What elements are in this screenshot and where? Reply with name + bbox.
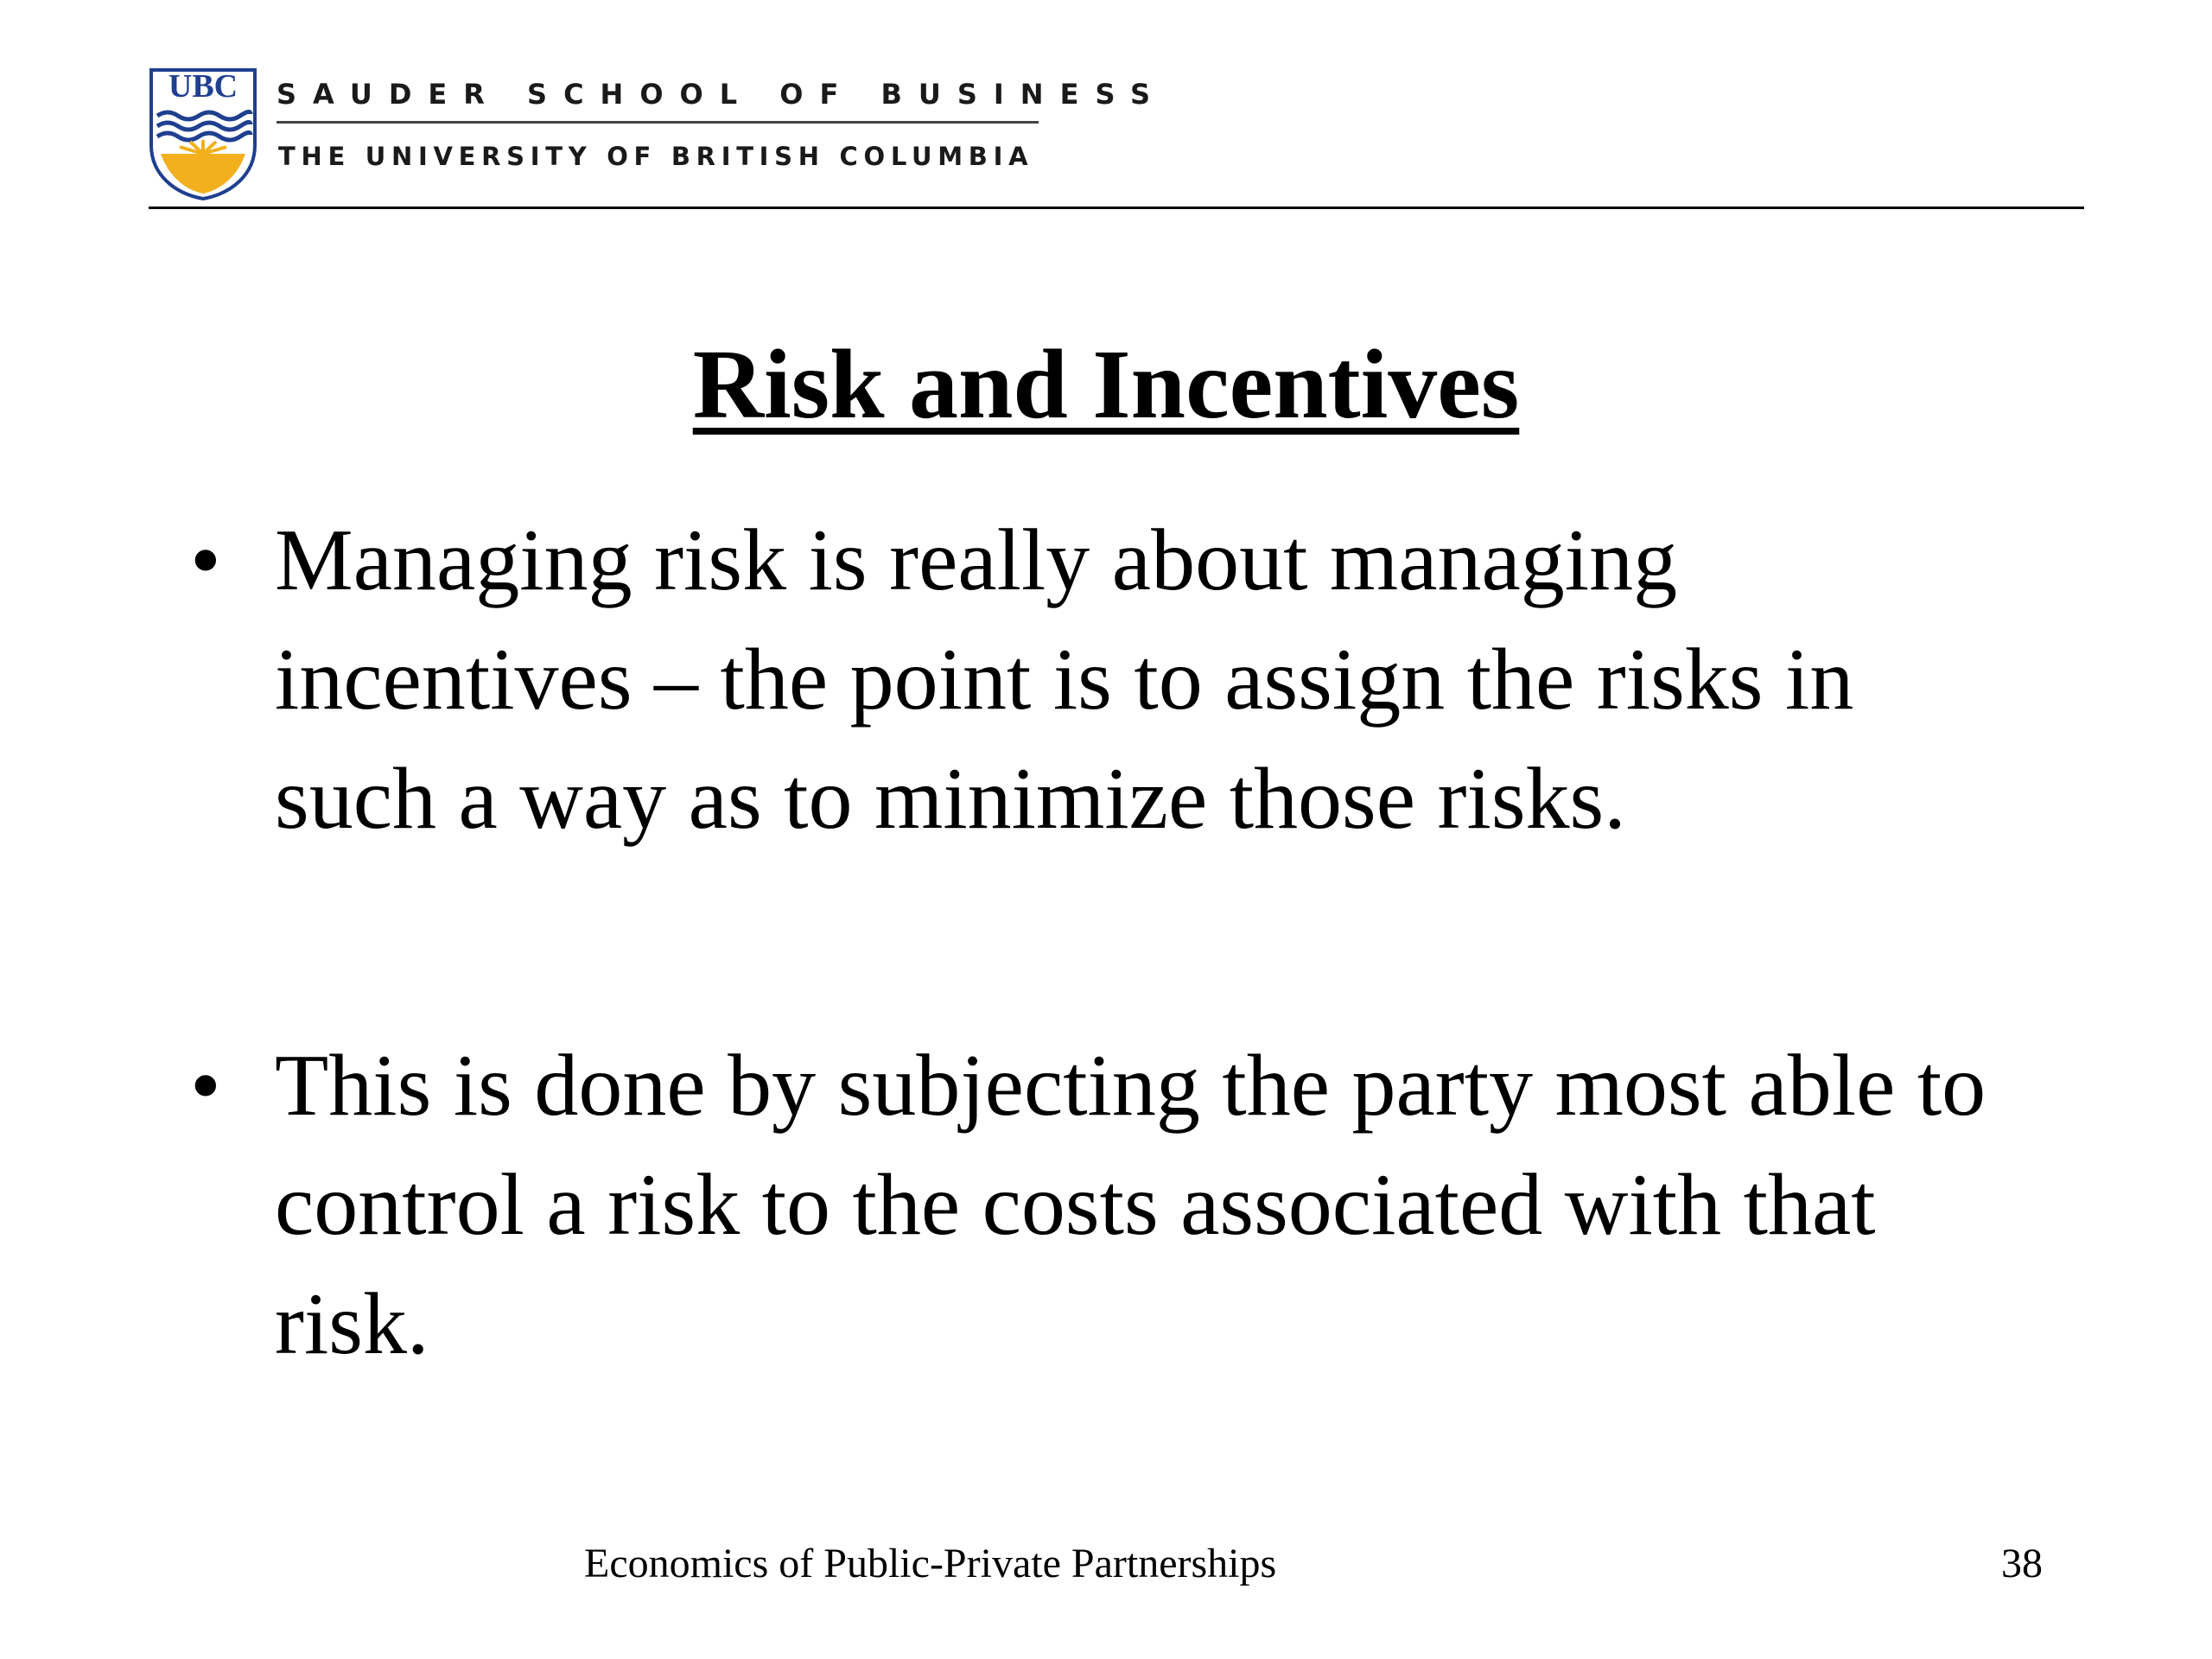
footer-presentation-title: Economics of Public-Private Partnerships (584, 1541, 1277, 1586)
bullet-item (173, 1027, 2031, 1384)
bullet-text: This is done by subjecting the party most able to control a risk to the costs associated with that risk. (275, 1037, 1986, 1373)
slide-header (149, 67, 2084, 206)
bullet-item (173, 501, 2031, 859)
bullet-marker: • (190, 1037, 221, 1135)
ubc-logo-text: UBC (168, 68, 238, 105)
header-divider (149, 207, 2084, 209)
university-name: THE UNIVERSITY OF BRITISH COLUMBIA (278, 142, 1034, 171)
footer-page-number: 38 (2001, 1541, 2043, 1586)
slide-title: Risk and Incentives (692, 329, 1520, 439)
bullet-text: Managing risk is really about managing incentives – the point is to assign the risks in such a way as to minimize those risks. (275, 512, 1854, 848)
school-name: SAUDER SCHOOL OF BUSINESS (276, 78, 1167, 111)
bullet-marker: • (190, 512, 221, 609)
ubc-crest-logo (149, 67, 257, 200)
school-name-divider (276, 121, 1039, 124)
